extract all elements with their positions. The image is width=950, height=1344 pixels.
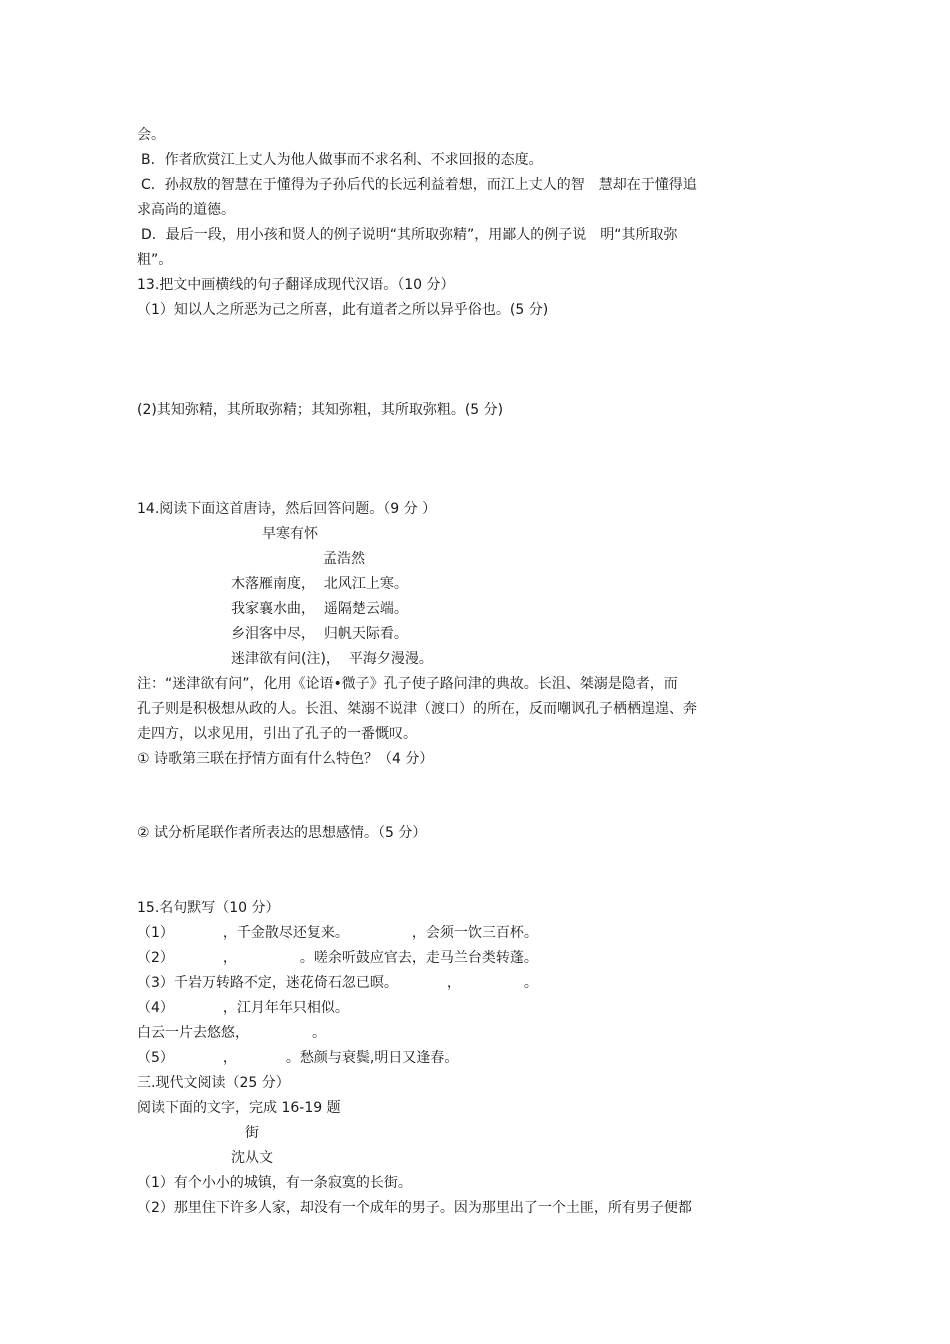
question-14: 14.阅读下面这首唐诗，然后回答问题。（9 分 ） — [137, 501, 437, 517]
option-c: C．孙叔敖的智慧在于懂得为子孙后代的长远利益着想，而江上丈人的智 慧却在于懂得追 — [141, 177, 697, 193]
poem-line-4: 迷津欲有问(注)， 平海夕漫漫。 — [231, 651, 433, 667]
question-13-part-1: （1）知以人之所恶为己之所喜，此有道者之所以异乎俗也。(5 分) — [137, 302, 549, 318]
question-15-item-4-continuation: 白云一片去悠悠， 。 — [137, 1025, 326, 1041]
option-b: B．作者欣赏江上丈人为他人做事而不求名利、不求回报的态度。 — [141, 152, 543, 168]
option-d-continuation: 粗”。 — [137, 252, 173, 268]
option-d: D．最后一段，用小孩和贤人的例子说明“其所取弥精”，用鄙人的例子说 明“其所取弥 — [141, 227, 678, 243]
reading-instruction: 阅读下面的文字，完成 16-19 题 — [137, 1100, 341, 1116]
question-14-part-1: ① 诗歌第三联在抒情方面有什么特色？（4 分） — [137, 751, 434, 767]
poem-line-3: 乡泪客中尽， 归帆天际看。 — [231, 626, 408, 642]
article-title: 街 — [245, 1125, 259, 1141]
poem-note-line-2: 孔子则是积极想从政的人。长沮、桀溺不说津（渡口）的所在，反而嘲讽孔子栖栖遑遑、奔 — [137, 701, 697, 717]
poem-note: 注：“迷津欲有问”，化用《论语•微子》孔子使子路问津的典故。长沮、桀溺是隐者，而 — [137, 676, 678, 692]
poem-line-2: 我家襄水曲， 遥隔楚云端。 — [231, 601, 408, 617]
option-a-continuation: 会。 — [137, 127, 165, 143]
poem-note-line-3: 走四方，以求见用，引出了孔子的一番慨叹。 — [137, 726, 417, 742]
article-author: 沈从文 — [231, 1150, 273, 1166]
question-13: 13.把文中画横线的句子翻译成现代汉语。（10 分） — [137, 277, 455, 293]
poem-author: 孟浩然 — [323, 551, 365, 567]
question-15: 15.名句默写（10 分） — [137, 900, 280, 916]
question-15-item-2: （2） ， 。嗟余听鼓应官去，走马兰台类转蓬。 — [137, 950, 538, 966]
poem-title: 早寒有怀 — [262, 526, 318, 542]
question-14-part-2: ② 试分析尾联作者所表达的思想感情。（5 分） — [137, 825, 427, 841]
question-15-item-3: （3）千岩万转路不定，迷花倚石忽已暝。 ， 。 — [137, 975, 538, 991]
article-paragraph-1: （1）有个小小的城镇，有一条寂寞的长街。 — [137, 1175, 412, 1191]
article-paragraph-2: （2）那里住下许多人家，却没有一个成年的男子。因为那里出了一个土匪，所有男子便都 — [137, 1200, 692, 1216]
question-15-item-5: （5） ， 。愁颜与衰鬓,明日又逢春。 — [137, 1050, 459, 1066]
question-13-part-2: (2)其知弥精，其所取弥精；其知弥粗，其所取弥粗。(5 分) — [137, 402, 504, 418]
option-c-continuation: 求高尚的道德。 — [137, 202, 235, 218]
question-15-item-1: （1） ，千金散尽还复来。 ，会须一饮三百杯。 — [137, 925, 538, 941]
poem-line-1: 木落雁南度， 北风江上寒。 — [231, 576, 408, 592]
question-15-item-4: （4） ，江月年年只相似。 — [137, 1000, 349, 1016]
section-3-heading: 三.现代文阅读（25 分） — [137, 1075, 290, 1091]
